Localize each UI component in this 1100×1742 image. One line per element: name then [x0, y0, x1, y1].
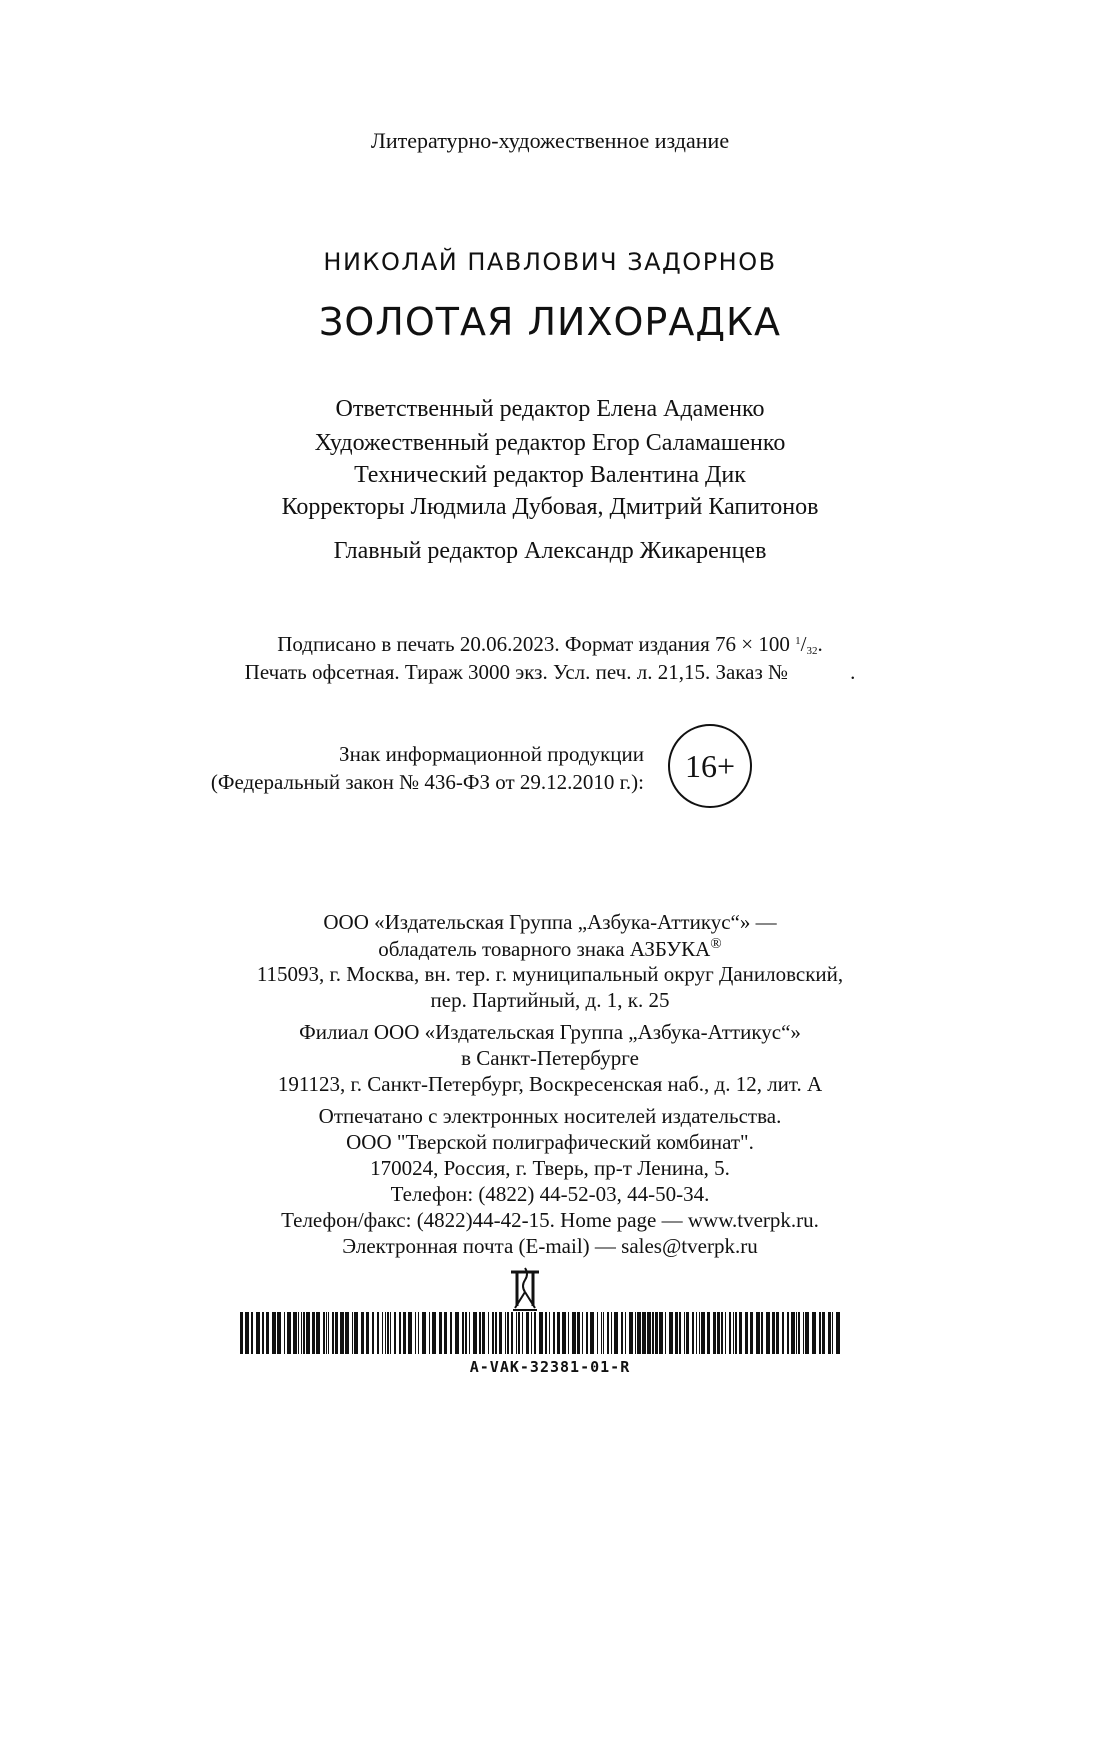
barcode-bar	[298, 1312, 299, 1354]
print-run-text: Печать офсетная. Тираж 3000 экз. Усл. печ. л. 21,15. Заказ №	[244, 660, 789, 684]
printer-line-2: ООО "Тверской полиграфический комбинат".	[346, 1130, 754, 1154]
barcode-bar	[492, 1312, 494, 1354]
art-editor: Художественный редактор Егор Саламашенко	[314, 430, 786, 456]
print-info-line-1	[0, 632, 1100, 657]
publisher-line-4: пер. Партийный, д. 1, к. 25	[430, 988, 670, 1012]
barcode-bar	[729, 1312, 731, 1354]
barcode-bar	[539, 1312, 543, 1354]
barcode-bar	[791, 1312, 795, 1354]
barcode-bar	[432, 1312, 436, 1354]
barcode-bar	[415, 1312, 416, 1354]
barcode-bar	[562, 1312, 566, 1354]
printer-line-1: Отпечатано с электронных носителей издательства.	[318, 1104, 782, 1128]
barcode-bar	[429, 1312, 430, 1354]
barcode-bar	[287, 1312, 291, 1354]
format-fraction-numerator: 1	[795, 635, 801, 647]
barcode-bar	[306, 1312, 310, 1354]
barcode-bar	[607, 1312, 609, 1354]
age-rating-badge	[668, 724, 752, 808]
printer-line-6: Электронная почта (E-mail) — sales@tverpk.ru	[342, 1234, 758, 1258]
barcode-bar	[256, 1312, 260, 1354]
barcode-bar	[659, 1312, 663, 1354]
barcode-bar	[516, 1312, 517, 1354]
barcode-bar	[832, 1312, 833, 1354]
publisher-line-3: 115093, г. Москва, вн. тер. г. муниципальный округ Даниловский,	[256, 962, 844, 986]
barcode-bar	[590, 1312, 594, 1354]
barcode-bar	[455, 1312, 459, 1354]
barcode-bar	[721, 1312, 723, 1354]
barcode-bar	[713, 1312, 716, 1354]
barcode-bar	[572, 1312, 576, 1354]
barcode-bar	[326, 1312, 327, 1354]
barcode-bar	[822, 1312, 825, 1354]
barcode-bar	[761, 1312, 763, 1354]
barcode-bar	[499, 1312, 502, 1354]
print-format-end: .	[817, 632, 823, 656]
age-label-line-2: (Федеральный закон № 436-ФЗ от 29.12.2010 г.):	[210, 770, 644, 794]
barcode-bar	[652, 1312, 654, 1354]
barcode-bar	[479, 1312, 481, 1354]
barcode-bar	[787, 1312, 789, 1354]
age-rating-value: 16+	[684, 747, 736, 784]
branch-line-2: в Санкт-Петербурге	[461, 1046, 639, 1070]
barcode-bar	[696, 1312, 697, 1354]
barcode-bar	[621, 1312, 623, 1354]
barcode-bar	[303, 1312, 305, 1354]
barcode-bar	[266, 1312, 269, 1354]
barcode-bar	[251, 1312, 253, 1354]
barcode-bar	[603, 1312, 604, 1354]
barcode-bar	[699, 1312, 700, 1354]
barcode-bar	[701, 1312, 705, 1354]
barcode-bar	[582, 1312, 583, 1354]
barcode-bar	[385, 1312, 386, 1354]
barcode-bar	[782, 1312, 784, 1354]
barcode-bar	[399, 1312, 401, 1354]
barcode-bar	[444, 1312, 447, 1354]
barcode-bar	[422, 1312, 426, 1354]
barcode-bar	[316, 1312, 320, 1354]
barcode-bar	[518, 1312, 520, 1354]
barcode-bar	[637, 1312, 641, 1354]
barcode-bar	[482, 1312, 485, 1354]
barcode-bar	[240, 1312, 243, 1354]
barcode-bar	[531, 1312, 532, 1354]
barcode-bar	[766, 1312, 770, 1354]
branch-line-3: 191123, г. Санкт-Петербург, Воскресенская наб., д. 12, лит. А	[277, 1072, 823, 1096]
printer-line-4: Телефон: (4822) 44-52-03, 44-50-34.	[390, 1182, 710, 1206]
genre-label: Литературно-художественное издание	[370, 128, 730, 153]
barcode-bar	[629, 1312, 633, 1354]
print-format-text: Подписано в печать 20.06.2023. Формат издания 76 × 100	[277, 632, 796, 656]
barcode-bar	[312, 1312, 315, 1354]
barcode-bar	[772, 1312, 775, 1354]
tpk-monogram-icon	[505, 1266, 545, 1314]
barcode-bar	[465, 1312, 467, 1354]
barcode-bar	[750, 1312, 753, 1354]
barcode-bar	[272, 1312, 276, 1354]
barcode-bar	[469, 1312, 470, 1354]
barcode-bar	[717, 1312, 720, 1354]
barcode-bar	[507, 1312, 509, 1354]
barcode-bar	[301, 1312, 302, 1354]
barcode-bar	[450, 1312, 452, 1354]
barcode-bar	[340, 1312, 344, 1354]
barcode-bar	[473, 1312, 477, 1354]
publisher-trademark-text: обладатель товарного знака АЗБУКА	[378, 937, 711, 961]
barcode-bar	[798, 1312, 800, 1354]
barcode-bar	[488, 1312, 489, 1354]
barcode-bar	[418, 1312, 419, 1354]
print-run-end: .	[850, 660, 856, 684]
book-author: НИКОЛАЙ ПАВЛОВИЧ ЗАДОРНОВ	[323, 248, 777, 276]
barcode-bar	[390, 1312, 391, 1354]
responsible-editor: Ответственный редактор Елена Адаменко	[335, 396, 765, 422]
barcode-bar	[679, 1312, 681, 1354]
book-title: ЗОЛОТАЯ ЛИХОРАДКА	[319, 300, 781, 344]
publisher-line-1: ООО «Издательская Группа „Азбука-Аттикус“» —	[323, 910, 777, 934]
barcode	[240, 1312, 840, 1354]
barcode-bar	[586, 1312, 588, 1354]
barcode-bar	[745, 1312, 748, 1354]
barcode-text: A-VAK-32381-01-R	[469, 1358, 631, 1376]
barcode-bar	[803, 1312, 804, 1354]
barcode-bar	[733, 1312, 734, 1354]
registered-mark: ®	[710, 936, 722, 952]
barcode-bar	[776, 1312, 779, 1354]
barcode-bar	[366, 1312, 369, 1354]
barcode-bar	[684, 1312, 685, 1354]
barcode-bar	[725, 1312, 726, 1354]
barcode-bar	[796, 1312, 797, 1354]
barcode-bar	[328, 1312, 329, 1354]
barcode-bar	[408, 1312, 412, 1354]
barcode-bar	[642, 1312, 646, 1354]
barcode-bar	[462, 1312, 464, 1354]
barcode-bar	[377, 1312, 379, 1354]
barcode-bar	[828, 1312, 831, 1354]
technical-editor: Технический редактор Валентина Дик	[354, 462, 746, 488]
barcode-bar	[439, 1312, 442, 1354]
barcode-bar	[557, 1312, 560, 1354]
barcode-bar	[601, 1312, 602, 1354]
barcode-bar	[352, 1312, 353, 1354]
barcode-bar	[277, 1312, 281, 1354]
barcode-bar	[836, 1312, 840, 1354]
barcode-bar	[805, 1312, 809, 1354]
barcode-bar	[611, 1312, 612, 1354]
barcode-bar	[354, 1312, 358, 1354]
age-label-line-1: Знак информационной продукции	[339, 742, 644, 766]
barcode-bar	[511, 1312, 513, 1354]
barcode-bar	[686, 1312, 689, 1354]
barcode-bar	[522, 1312, 523, 1354]
barcode-bar	[655, 1312, 658, 1354]
barcode-bar	[545, 1312, 547, 1354]
barcode-bar	[387, 1312, 389, 1354]
barcode-bar	[625, 1312, 626, 1354]
barcode-bar	[635, 1312, 636, 1354]
barcode-bar	[669, 1312, 673, 1354]
barcode-bar	[345, 1312, 349, 1354]
proofreaders: Корректоры Людмила Дубовая, Дмитрий Капитонов	[281, 494, 819, 520]
barcode-bar	[692, 1312, 694, 1354]
barcode-bar	[665, 1312, 666, 1354]
print-info-line-2	[0, 660, 1100, 685]
barcode-bar	[735, 1312, 737, 1354]
printer-line-5: Телефон/факс: (4822)44-42-15. Home page — www.tverpk.ru.	[281, 1208, 819, 1232]
barcode-bar	[577, 1312, 580, 1354]
format-fraction-separator: /	[800, 632, 807, 656]
barcode-bar	[293, 1312, 297, 1354]
publisher-line-2	[0, 936, 1100, 962]
barcode-bar	[245, 1312, 249, 1354]
barcode-bar	[812, 1312, 816, 1354]
barcode-bar	[372, 1312, 374, 1354]
barcode-bar	[505, 1312, 506, 1354]
barcode-bar	[332, 1312, 334, 1354]
barcode-bar	[262, 1312, 264, 1354]
barcode-bar	[382, 1312, 383, 1354]
barcode-bar	[568, 1312, 569, 1354]
barcode-bar	[526, 1312, 529, 1354]
printer-line-3: 170024, Россия, г. Тверь, пр-т Ленина, 5.	[370, 1156, 730, 1180]
barcode-bar	[284, 1312, 285, 1354]
barcode-bar	[756, 1312, 760, 1354]
barcode-bar	[819, 1312, 821, 1354]
barcode-bar	[534, 1312, 536, 1354]
barcode-bar	[394, 1312, 396, 1354]
barcode-bar	[614, 1312, 618, 1354]
barcode-bar	[675, 1312, 678, 1354]
barcode-bar	[597, 1312, 598, 1354]
chief-editor: Главный редактор Александр Жикаренцев	[333, 538, 767, 564]
format-fraction-denominator: 32	[806, 645, 818, 657]
barcode-bar	[739, 1312, 742, 1354]
barcode-bar	[403, 1312, 406, 1354]
barcode-bar	[323, 1312, 325, 1354]
barcode-bar	[647, 1312, 651, 1354]
barcode-bar	[361, 1312, 364, 1354]
barcode-bar	[549, 1312, 550, 1354]
barcode-bar	[335, 1312, 338, 1354]
barcode-bar	[707, 1312, 710, 1354]
barcode-bar	[553, 1312, 555, 1354]
barcode-bar	[495, 1312, 497, 1354]
branch-line-1: Филиал ООО «Издательская Группа „Азбука-Аттикус“»	[299, 1020, 801, 1044]
